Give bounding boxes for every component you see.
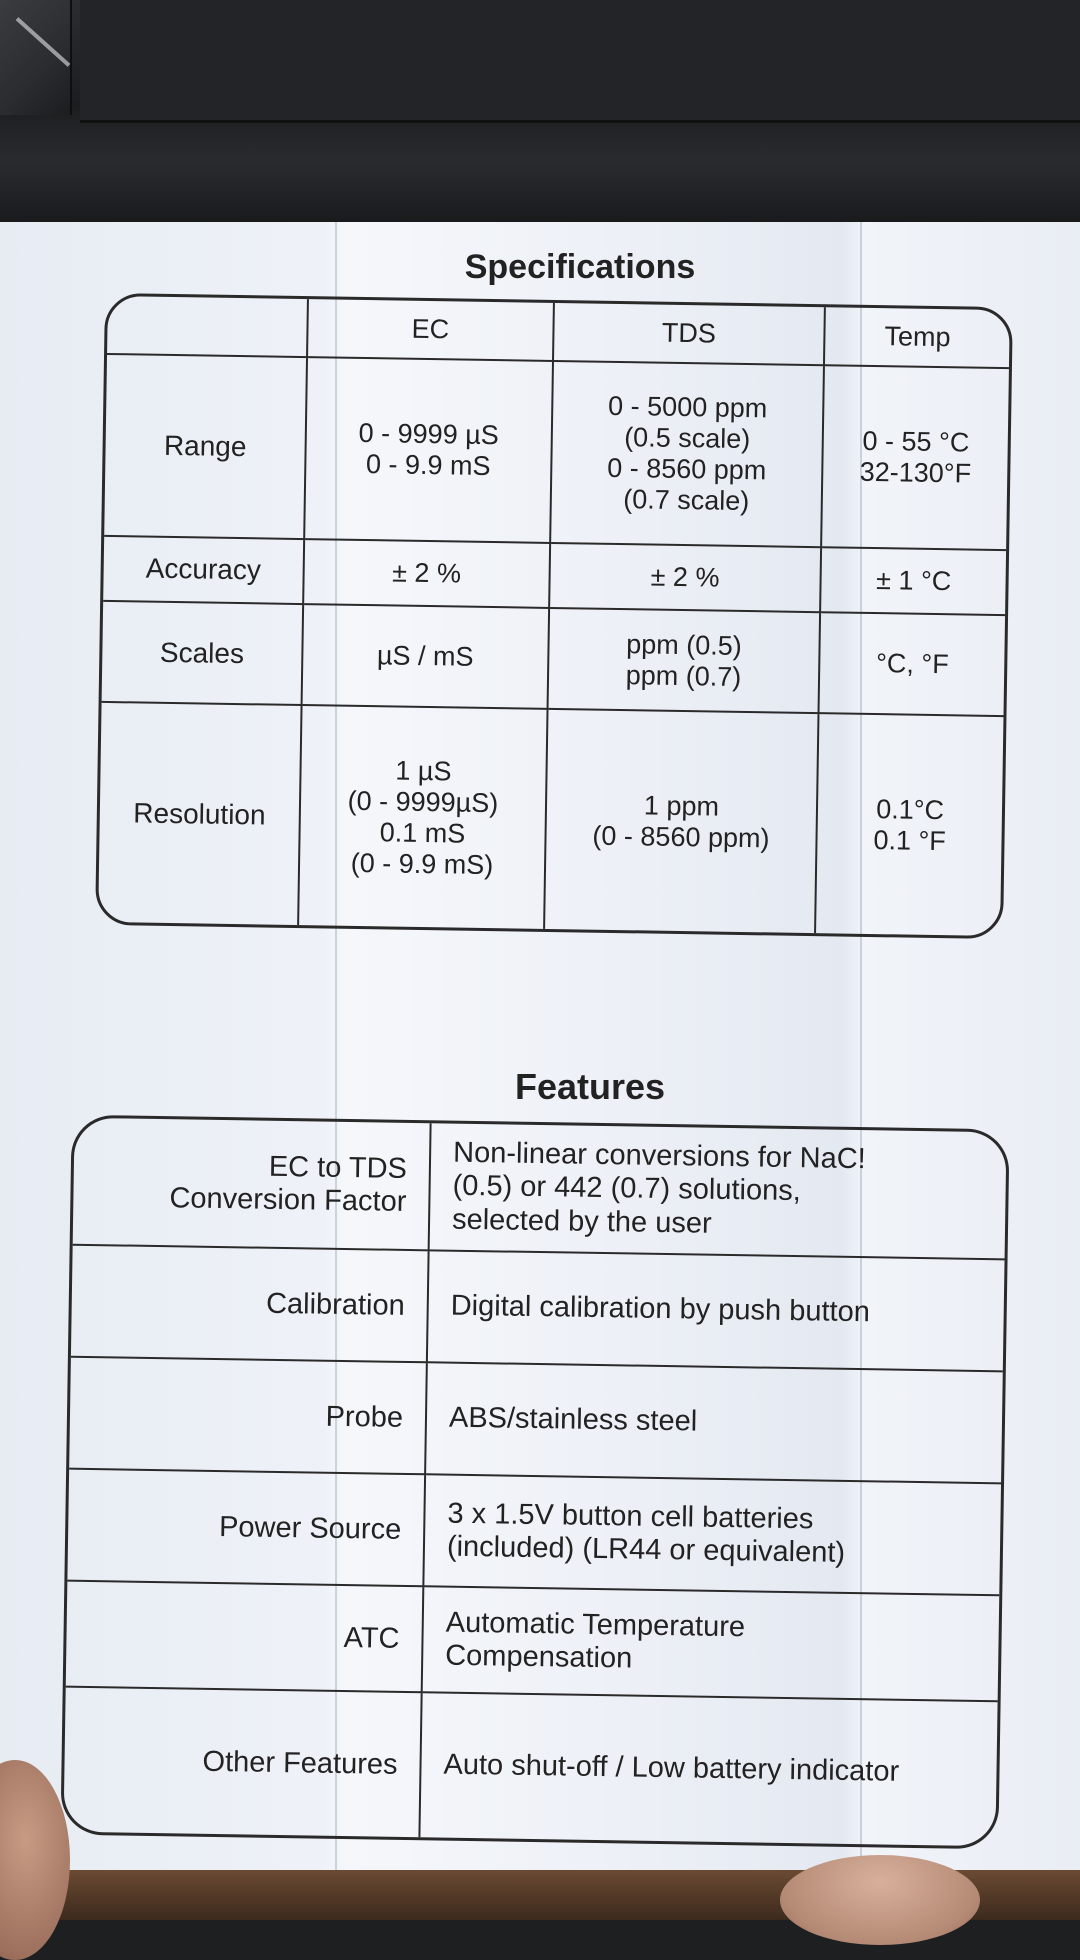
cell-line: 1 µS xyxy=(395,755,452,787)
resolution-ec xyxy=(299,706,548,929)
cell-line: EC to TDS xyxy=(268,1150,408,1185)
scales-tds xyxy=(548,609,821,715)
range-ec xyxy=(305,358,553,544)
cell-line: ppm (0.5) xyxy=(625,628,742,661)
feature-row-other xyxy=(63,1688,997,1847)
cell-line: (0.5 scale) xyxy=(623,421,751,454)
device-highlight xyxy=(16,17,71,67)
accuracy-tds: ± 2 % xyxy=(550,544,823,613)
resolution-tds xyxy=(545,710,820,933)
device-housing xyxy=(0,0,1080,230)
cell-line: Conversion Factor xyxy=(169,1182,407,1218)
feature-row-atc xyxy=(66,1582,1000,1703)
cell-line: 0 - 9999 µS xyxy=(358,417,500,451)
cell-line: Automatic Temperature xyxy=(445,1606,746,1643)
feature-label: Calibration xyxy=(71,1246,430,1364)
cell-line: (0.5) or 442 (0.7) solutions, xyxy=(452,1169,802,1208)
features-table xyxy=(60,1115,1009,1850)
cell-line: 0 - 55 °C xyxy=(862,425,970,458)
range-temp xyxy=(822,366,1009,551)
feature-label: Power Source xyxy=(67,1470,426,1588)
feature-value: Digital calibration by push button xyxy=(428,1251,1005,1372)
accuracy-temp: ± 1 °C xyxy=(821,548,1006,616)
device-corner xyxy=(0,0,72,115)
feature-value xyxy=(424,1475,1001,1596)
cell-line: selected by the user xyxy=(451,1203,712,1240)
cell-line: 0.1 mS xyxy=(379,816,466,849)
feature-row-calibration xyxy=(71,1246,1005,1373)
resolution-temp xyxy=(816,714,1003,936)
cell-line: (0 - 9999µS) xyxy=(347,785,499,818)
cell-line: 3 x 1.5V button cell batteries xyxy=(447,1497,814,1536)
accuracy-ec: ± 2 % xyxy=(304,540,550,609)
specifications-title: Specifications xyxy=(464,248,696,286)
cell-line: 32-130°F xyxy=(859,456,972,489)
header-empty xyxy=(107,296,309,358)
header-tds: TDS xyxy=(554,303,827,366)
row-label: Accuracy xyxy=(103,537,305,605)
cell-line: ppm (0.7) xyxy=(625,659,742,692)
table-row-range xyxy=(104,355,1009,551)
feature-value xyxy=(430,1123,1007,1260)
cell-line: 1 ppm xyxy=(643,790,720,822)
feature-value: Auto shut-off / Low battery indicator xyxy=(443,1748,900,1789)
feature-label: Other Features xyxy=(63,1688,422,1838)
header-ec: EC xyxy=(308,299,554,362)
cell-line: (0 - 9.9 mS) xyxy=(350,847,494,880)
cell-line: 0 - 8560 ppm xyxy=(606,452,767,486)
scales-ec: µS / mS xyxy=(303,605,550,710)
cell-line: 0 - 5000 ppm xyxy=(607,390,768,424)
row-label: Range xyxy=(104,355,308,540)
cell-line: 0 - 9.9 mS xyxy=(365,448,491,481)
header-temp: Temp xyxy=(825,307,1010,369)
feature-label: ATC xyxy=(66,1582,425,1694)
row-label: Scales xyxy=(102,602,305,706)
features-title: Features xyxy=(514,1066,666,1107)
table-row-resolution xyxy=(98,703,1003,936)
device-bezel xyxy=(80,0,1080,123)
cell-line: (0 - 8560 ppm) xyxy=(592,820,770,854)
feature-value xyxy=(423,1587,1000,1702)
feature-row-probe xyxy=(69,1358,1003,1485)
feature-label: Probe xyxy=(69,1358,428,1476)
cell-line: (included) (LR44 or equivalent) xyxy=(446,1530,846,1569)
cell-line: 0.1 °F xyxy=(873,824,947,856)
feature-row-power xyxy=(67,1470,1001,1597)
row-label: Resolution xyxy=(98,703,303,925)
cell-line: Compensation xyxy=(445,1639,633,1675)
table-row-scales xyxy=(102,602,1005,717)
specifications-table xyxy=(95,293,1013,939)
feature-label xyxy=(73,1118,432,1252)
cell-line: 0.1°C xyxy=(875,793,945,825)
cell-line: Non-linear conversions for NaC! xyxy=(452,1136,866,1176)
range-tds xyxy=(551,362,826,549)
feature-row-conversion xyxy=(73,1118,1007,1261)
scales-temp: °C, °F xyxy=(820,613,1005,717)
cell-line: (0.7 scale) xyxy=(623,483,750,516)
feature-value: ABS/stainless steel xyxy=(426,1363,1003,1484)
right-finger xyxy=(780,1855,980,1945)
